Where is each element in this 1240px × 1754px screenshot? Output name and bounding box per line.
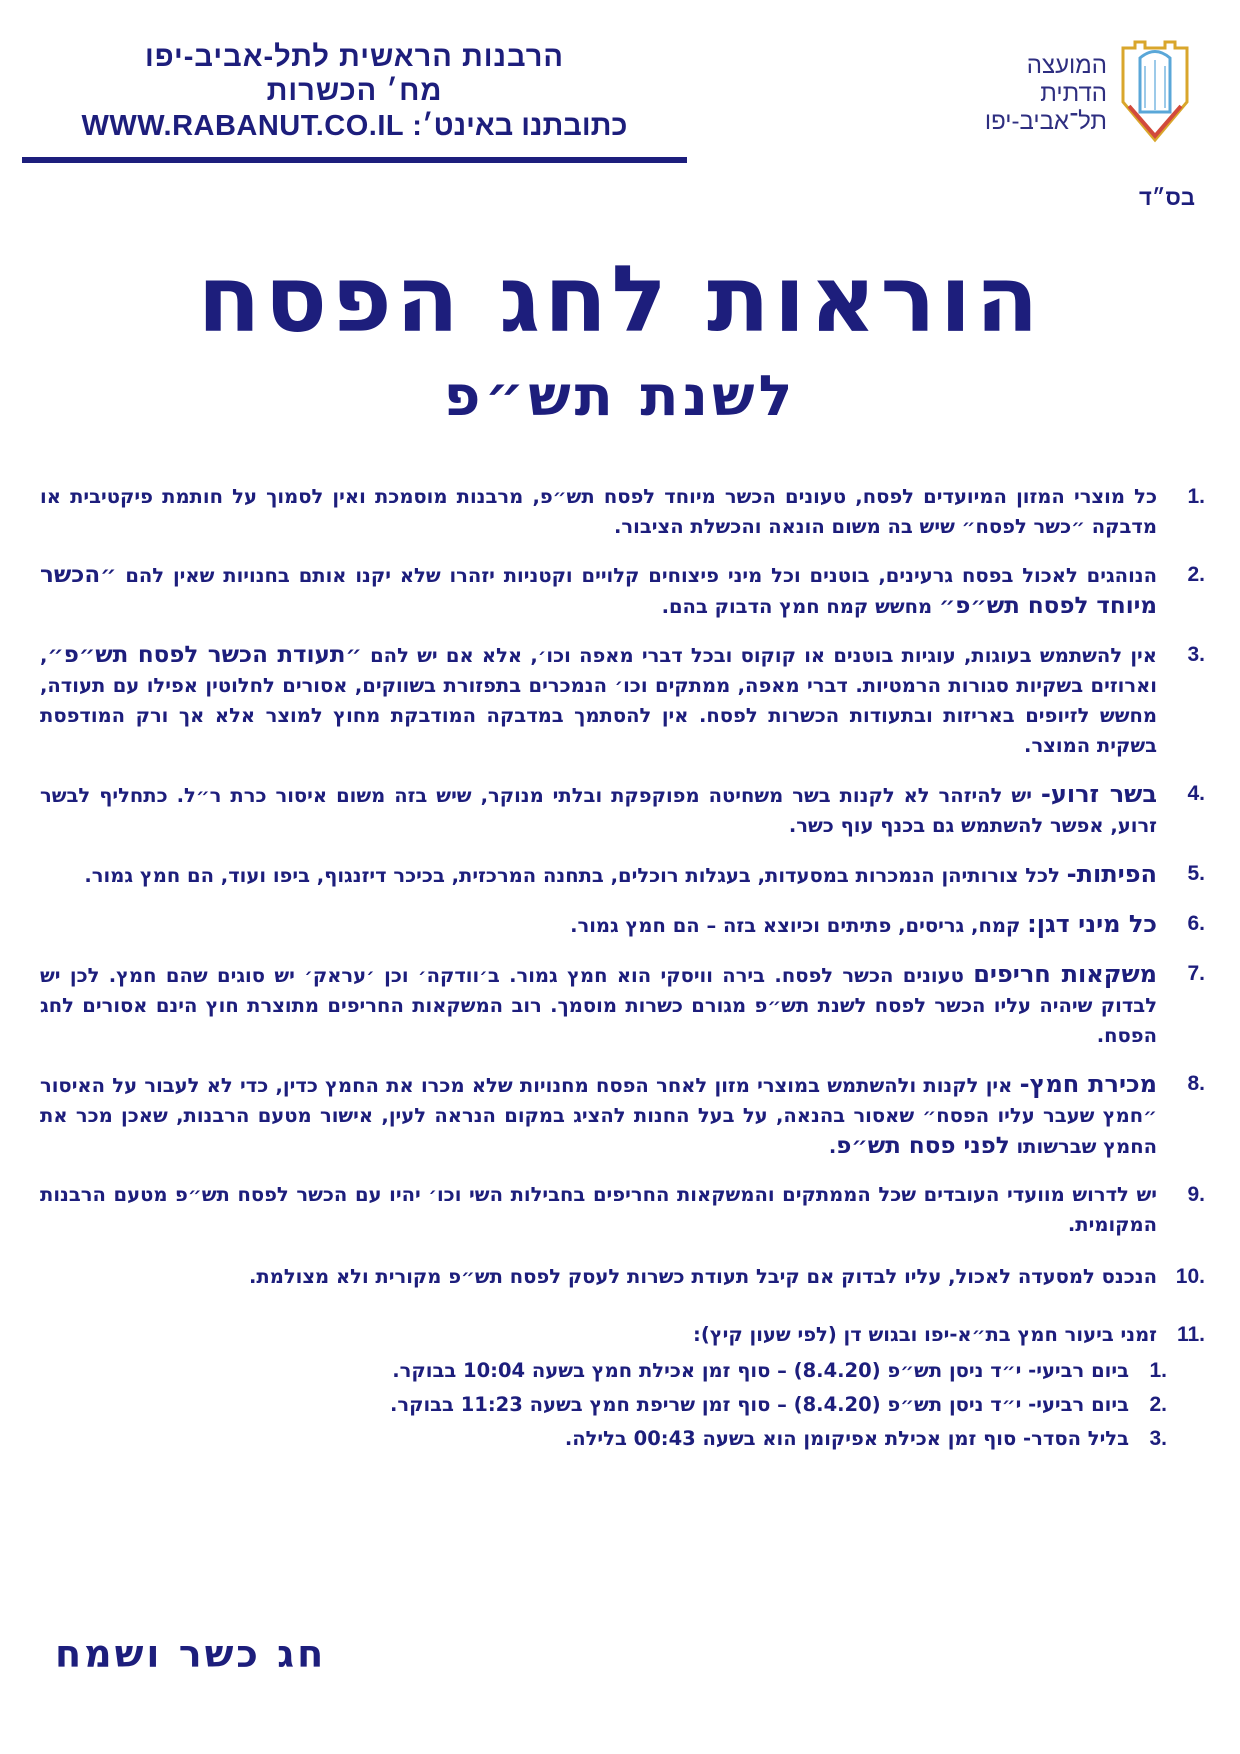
list-item <box>40 560 1205 622</box>
website-link[interactable]: WWW.RABANUT.CO.IL <box>81 110 405 142</box>
header-line-1: הרבנות הראשית לתל-אביב-יפו <box>144 41 565 73</box>
list-item <box>40 859 1205 891</box>
item-text: . <box>828 1135 837 1158</box>
list-item <box>40 1180 1205 1240</box>
list-item <box>40 909 1205 941</box>
rabbinate-header <box>22 40 687 144</box>
list-item <box>40 1262 1205 1292</box>
header-divider <box>22 157 687 163</box>
item-lead: מכירת חמץ- <box>1019 1070 1158 1098</box>
item-text: מחשש קמח חמץ הדבוק בהם. <box>661 595 939 618</box>
list-item <box>40 959 1205 1051</box>
item-number: 2. <box>1187 563 1205 586</box>
time-text: ביום רביעי- י״ד ניסן תש״פ (8.4.20) – סוף זמן אכילת חמץ בשעה 10:04 בבוקר. <box>392 1359 1129 1382</box>
item-number: 7. <box>1187 962 1205 985</box>
time-row <box>40 1354 1167 1388</box>
time-number: 1. <box>1149 1359 1167 1382</box>
time-row <box>40 1388 1167 1422</box>
item-lead: הפיתות- <box>1066 860 1157 888</box>
item-text: לכל צורותיהן הנמכרות במסעדות, בעגלות רוכלים, בתחנה המרכזית, בכיכר דיזנגוף, ביפו ועוד, הם חמץ גמור. <box>84 864 1067 887</box>
list-item <box>40 1320 1205 1350</box>
item-text: אין להשתמש בעוגות, עוגיות בוטנים או קוקוס ובכל דברי מאפה וכו׳, אלא אם יש להם <box>361 644 1157 667</box>
item-number: 3. <box>1187 643 1205 666</box>
item-emphasis: ״הכשר מיוחד לפסח תש״פ״ <box>40 562 1157 619</box>
header-line-3 <box>22 108 687 144</box>
item-number: 10. <box>1175 1265 1205 1288</box>
item-number: 9. <box>1187 1183 1205 1206</box>
item-number: 5. <box>1187 862 1205 885</box>
bedikat-times-list <box>40 1354 1205 1456</box>
logo-line-3: תל־אביב-יפו <box>984 108 1107 135</box>
time-row <box>40 1422 1167 1456</box>
item-text: קמח, גריסים, פתיתים וכיוצא בזה – הם חמץ גמור. <box>570 914 1028 937</box>
header-web-label: כתובתנו באינט׳: <box>412 110 628 142</box>
instructions-list <box>40 482 1205 1456</box>
item-emphasis: ״תעודת הכשר לפסח תש״פ״ <box>47 642 362 668</box>
item-lead: בשר זרוע- <box>1040 780 1157 808</box>
item-text: יש להיזהר לא לקנות בשר משחיטה מפוקפקת ובלתי מנוקר, שיש בזה משום איסור כרת ר״ל. כתחליף לבשר זרוע, אפשר להשתמש גם בכנף עוף כשר. <box>40 784 1157 837</box>
list-item <box>40 1069 1205 1162</box>
item-text: יש לדרוש מוועדי העובדים שכל הממתקים והמשקאות החריפים בחבילות השי וכו׳ יהיו עם הכשר לפסח תש״פ מטעם הרבנות המקומית. <box>40 1183 1157 1236</box>
item-number: 4. <box>1187 782 1205 805</box>
item-number: 8. <box>1187 1072 1205 1095</box>
time-number: 2. <box>1149 1393 1167 1416</box>
item-lead: כל מיני דגן: <box>1027 910 1157 938</box>
list-item <box>40 482 1205 542</box>
page-title: הוראות לחג הפסח <box>197 246 1043 353</box>
item-number: 11. <box>1176 1323 1205 1346</box>
page-subtitle: לשנת תש״פ <box>443 364 797 429</box>
item-text: הנוהגים לאכול בפסח גרעינים, בוטנים וכל מיני פיצוחים קלויים וקטניות יזהרו שלא יקנו אותם בחנויות שאין להם <box>116 564 1157 587</box>
holiday-greeting: חג כשר ושמח <box>55 1632 327 1676</box>
time-number: 3. <box>1149 1427 1167 1450</box>
item-text: , וארוזים בשקיות סגורות הרמטיות. דברי מאפה, ממתקים וכו׳ הנמכרים בתפזורת בשווקים, אסורים לחלוטין אפילו עם תעודה, מחשש לזיופים באריזות ובתעודות הכשרות לפסח. אין להסתמך במדבקה המודבקת מחוץ למוצר אלא אך ורק המודפסת בשקית המוצר. <box>40 644 1157 757</box>
time-text: ביום רביעי- י״ד ניסן תש״פ (8.4.20) – סוף זמן שריפת חמץ בשעה 11:23 בבוקר. <box>389 1393 1129 1416</box>
item-text: כל מוצרי המזון המיועדים לפסח, טעונים הכשר מיוחד לפסח תש״פ, מרבנות מוסמכת ואין לסמוך על חותמת פיקטיבית או מדבקה ״כשר לפסח״ שיש בה משום הונאה והכשלת הציבור. <box>40 485 1157 538</box>
logo-line-2: הדתית <box>1040 80 1107 107</box>
list-item <box>40 640 1205 761</box>
item-text: זמני ביעור חמץ בת״א-יפו ובגוש דן (לפי שעון קיץ): <box>693 1323 1157 1346</box>
list-item <box>40 779 1205 841</box>
item-text: טעונים הכשר לפסח. בירה וויסקי הוא חמץ גמור. ב׳וודקה׳ וכן ׳עראק׳ יש סוגים שהם חמץ. לכן יש לבדוק שיהיה עליו הכשר לפסח לשנת תש״פ מגורם כשרות מוסמך. רוב המשקאות החריפים מתוצרת חוץ הינם אסורים לחג הפסח. <box>40 964 1157 1047</box>
item-lead: משקאות חריפים <box>973 960 1158 988</box>
item-number: 6. <box>1187 912 1205 935</box>
item-emphasis: לפני פסח תש״פ <box>836 1133 1010 1159</box>
item-text: הנכנס למסעדה לאכול, עליו לבדוק אם קיבל תעודת כשרות לעסק לפסח תש״פ מקורית ולא מצולמת. <box>249 1265 1157 1288</box>
item-number: 1. <box>1187 485 1205 508</box>
council-logo <box>975 40 1195 150</box>
city-tower-emblem-icon <box>1115 40 1195 150</box>
item-text: אין לקנות ולהשתמש במוצרי מזון לאחר הפסח מחנויות שלא מכרו את החמץ כדין, כדי לא לעבור על האיסור ״חמץ שעבר עליו הפסח״ שאסור בהנאה, על בעל החנות להציג במקום הנראה לעין, אישור מטעם הרבנות, שאכן מכר את החמץ שברשותו <box>40 1074 1157 1158</box>
time-text: בליל הסדר- סוף זמן אכילת אפיקומן הוא בשעה 00:43 בלילה. <box>564 1427 1129 1450</box>
header-line-2: מח׳ הכשרות <box>266 75 443 107</box>
bsd-mark: בס״ד <box>1139 185 1195 210</box>
logo-line-1: המועצה <box>1026 52 1107 79</box>
